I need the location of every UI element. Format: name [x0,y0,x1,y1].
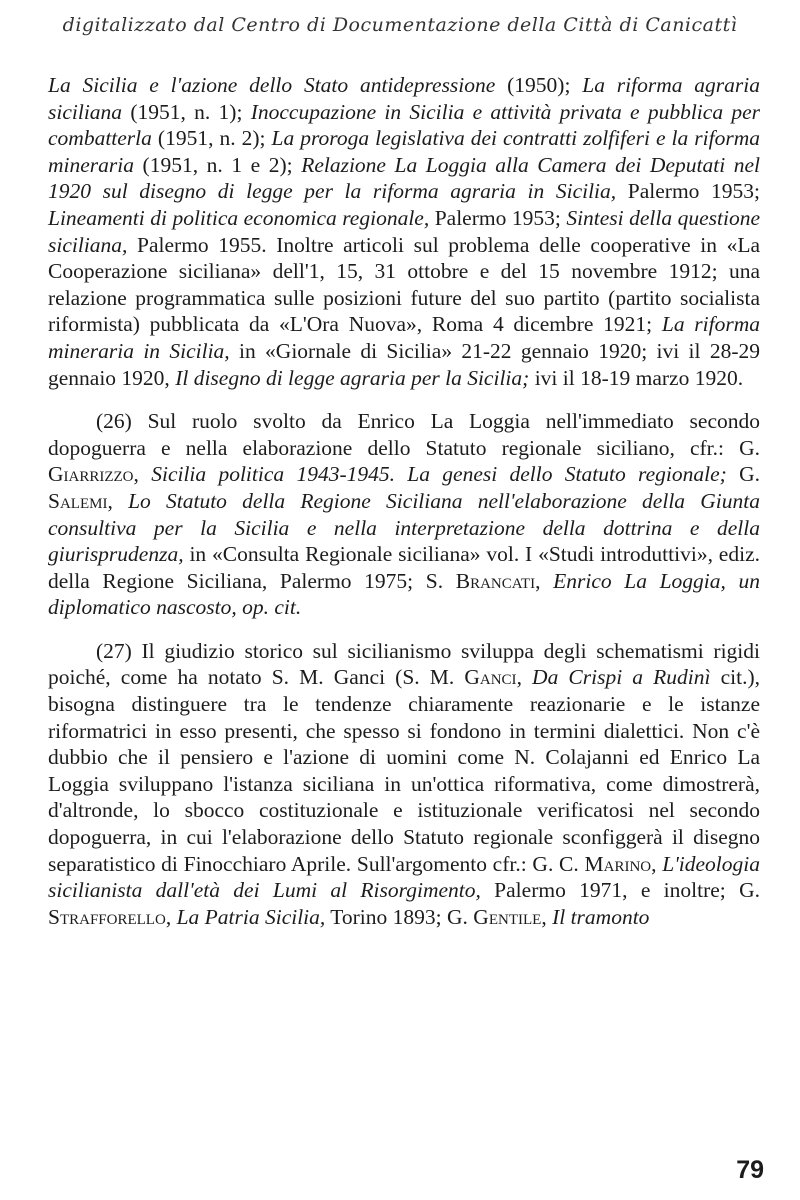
text-run: ivi il 18-19 marzo 1920. [529,365,744,390]
italic-title: La Sicilia e l'azione dello Stato antidepressione [48,73,496,97]
text-run: , [651,851,663,876]
text-run: cit.), bisogna distinguere tra le tendenze chiaramente reazionarie e le istanze riformatrici in esso presenti, che spesso si fondono in termini dialettici. Non c'è dubbio che il pensiero e l'azione di uomini come N. Colajanni ed Enrico La Loggia sviluppano l'istanza siciliana in un'ottica riformativa, come dimostrerà, d'altronde, lo sbocco costituzionale e istituzionale verificatosi nel secondo dopoguerra, in cui l'elaborazione dello Statuto regionale sconfiggerà il disegno separatistico di Finocchiaro Aprile. Sull'argomento cfr.: G. C. [48,665,761,876]
italic-title: Sintesi della questione siciliana, [48,205,761,257]
italic-title: Lo Statuto della Regione Siciliana nell'elaborazione della Giunta consultiva per la Sicilia e nella interpretazione della dottrina e della giurisprudenza, [48,488,761,567]
text-run: , [516,665,533,690]
italic-title: Relazione La Loggia alla Camera dei Deputati nel 1920 sul disegno di legge per la riforma agraria in Sicilia, [48,152,760,204]
text-run: (1951, n. 2); [151,126,272,151]
author-name: Gentile [473,904,542,929]
italic-title: Lineamenti di politica economica regionale, [48,205,430,230]
text-run: (1951, n. 1); [122,99,251,124]
page-number: 79 [736,1156,764,1184]
italic-title: La riforma agraria siciliana [48,73,760,124]
footnote-27 [48,638,760,931]
italic-title: La Patria Sicilia, [176,904,326,929]
author-name: Strafforello [48,904,166,929]
footnote-26 [48,408,760,621]
text-run: (1950); [495,73,583,97]
author-name: Ganci [464,665,517,690]
italic-title: La proroga legislativa dei contratti zolfiferi e la riforma mineraria [48,126,760,177]
text-run: (27) Il giudizio storico sul sicilianismo sviluppa degli schematismi rigidi poiché, come ha notato S. M. Ganci (S. M. [48,638,760,690]
author-name: Brancati [455,568,536,593]
text-run: G. [726,462,761,487]
author-name: Salemi [48,488,108,513]
italic-title: Il tramonto [552,904,650,929]
text-run: (26) Sul ruolo svolto da Enrico La Loggia nell'immediato secondo dopoguerra e nella elaborazione dello Statuto regionale siciliano, cfr.: G. [48,409,760,460]
text-run: , [107,488,129,513]
author-name: Marino [584,851,652,876]
footnotes-body [48,72,760,930]
text-run: Palermo 1953; [429,205,567,230]
text-run: in «Giornale di Sicilia» 21-22 gennaio 1920; ivi il 28-29 gennaio 1920, [48,338,760,390]
text-run: Palermo 1971, e inoltre; G. [480,878,760,903]
text-run: , [535,568,554,593]
text-run: (1951, n. 1 e 2); [134,152,302,177]
footnote-continuation [48,72,760,391]
text-run: , [165,904,177,929]
italic-title: Enrico La Loggia, un diplomatico nascosto, op. cit. [48,568,760,620]
text-run: Torino 1893; G. [325,904,474,929]
italic-title: L'ideologia sicilianista dall'età dei Lumi al Risorgimento, [48,851,761,903]
italic-title: Inoccupazione in Sicilia e attività privata e pubblica per combatterla [48,99,761,151]
digitization-watermark: digitalizzato dal Centro di Documentazione della Città di Canicattì [62,14,738,36]
text-run: , [541,904,553,929]
italic-title: Sicilia politica 1943-1945. La genesi dello Statuto regionale; [151,462,727,487]
text-run: in «Consulta Regionale siciliana» vol. I «Studi introduttivi», ediz. della Regione Siciliana, Palermo 1975; S. [48,542,760,593]
author-name: Giarrizzo [48,462,134,487]
italic-title: Da Crispi a Rudinì [532,665,711,690]
text-run: , [133,462,152,487]
text-run: Palermo 1955. Inoltre articoli sul problema delle cooperative in «La Cooperazione siciliana» dell'1, 15, 31 ottobre e del 15 novembre 1912; una relazione programmatica sulle posizioni future del suo partito (partito socialista riformista) pubblicata da «L'Ora Nuova», Roma 4 dicembre 1921; [48,232,760,337]
text-run: Palermo 1953; [616,179,760,204]
italic-title: Il disegno di legge agraria per la Sicilia; [175,365,530,390]
italic-title: La riforma mineraria in Sicilia, [48,312,761,363]
